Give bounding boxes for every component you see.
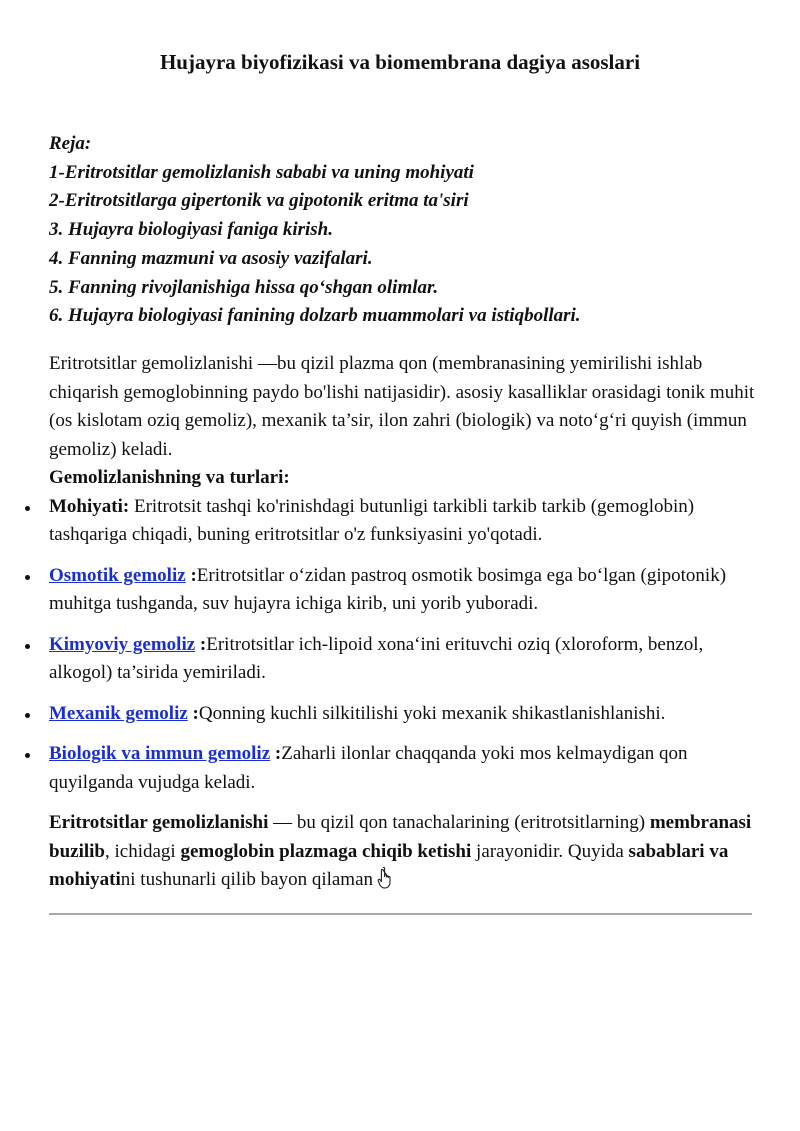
list-item <box>49 562 764 619</box>
summary-text: ni tushunarli qilib bayon qilaman <box>120 869 374 890</box>
summary-bold: gemoglobin plazmaga chiqib ketishi <box>180 840 472 862</box>
horizontal-divider <box>49 913 752 915</box>
summary-text: jarayonidir. Quyida <box>471 840 629 862</box>
chemical-hemolysis-link[interactable]: Kimyoviy gemoliz <box>49 633 196 655</box>
bullet-dot <box>25 644 30 649</box>
bullet-text: Qonning kuchli silkitilishi yoki mexanik shikastlanishlanishi. <box>198 702 666 724</box>
bullet-text: Eritrotsitlar ich-lipoid xona‘ini erituvchi oziq (xloroform, benzol, alkogol) ta’sirida yemiriladi. <box>49 633 704 683</box>
bullet-term: Mohiyati: <box>49 495 130 517</box>
bullet-dot <box>25 575 30 580</box>
bullet-dot <box>25 753 30 758</box>
summary-bold: membranasi buzilib <box>49 812 752 862</box>
hemolysis-types-list <box>49 493 764 798</box>
bullet-separator: : <box>195 633 207 655</box>
plan-section <box>49 130 769 331</box>
pointing-down-hand-icon <box>377 867 393 899</box>
biological-immune-hemolysis-link[interactable]: Biologik va immun gemoliz <box>49 743 271 764</box>
list-item <box>49 493 764 550</box>
bullet-text: Eritrotsit tashqi ko'rinishdagi butunligi tarkibli tarkib tarkib (gemoglobin) tashqariga chiqadi, buning eritrotsitlar o'z funksiyasini yo'qotadi. <box>49 495 695 545</box>
plan-heading: Reja: <box>49 133 92 154</box>
bullet-separator: : <box>270 743 282 764</box>
plan-item: 4. Fanning mazmuni va asosiy vazifalari. <box>49 247 373 269</box>
bullet-dot <box>25 713 30 718</box>
plan-item: 5. Fanning rivojlanishiga hissa qo‘shgan olimlar. <box>49 276 439 298</box>
list-item <box>49 631 764 688</box>
summary-text: — bu qizil qon tanachalarining (eritrotsitlarning) <box>268 812 650 833</box>
summary-text: , ichidagi <box>104 840 181 862</box>
bullet-separator: : <box>185 564 197 586</box>
plan-item: 2-Eritrotsitlarga gipertonik va gipotonik eritma ta'siri <box>49 190 469 212</box>
mechanical-hemolysis-link[interactable]: Mexanik gemoliz <box>49 702 188 724</box>
intro-paragraph: Eritrotsitlar gemolizlanishi —bu qizil plazma qon (membranasining yemirilishi ishlab chiqarish gemoglobinning paydo bo'lishi natijasidir). asosiy kasalliklar orasidagi tonik muhit (os kislotam oziq gemoliz), mexanik ta’sir, ilon zahri (biologik) va noto‘g‘ri quyish (immun gemoliz) keladi. <box>49 353 755 460</box>
list-item <box>49 700 764 729</box>
bullet-dot <box>25 506 30 511</box>
summary-bold: sabablari va mohiyati <box>49 840 729 890</box>
document-title: Hujayra biyofizikasi va biomembrana dagiya asoslari <box>159 50 641 74</box>
bullet-text: Zaharli ilonlar chaqqanda yoki mos kelmaydigan qon quyilganda vujudga keladi. <box>49 743 688 793</box>
osmotic-hemolysis-link[interactable]: Osmotik gemoliz <box>49 564 186 586</box>
bullet-separator: : <box>187 702 199 724</box>
plan-item: 6. Hujayra biologiyasi fanining dolzarb muammolari va istiqbollari. <box>49 305 581 327</box>
plan-item: 3. Hujayra biologiyasi faniga kirish. <box>49 219 333 241</box>
list-item <box>49 740 764 797</box>
plan-item: 1-Eritrotsitlar gemolizlanish sababi va uning mohiyati <box>49 161 474 183</box>
bullet-text: Eritrotsitlar o‘zidan pastroq osmotik bosimga ega bo‘lgan (gipotonik) muhitga tushganda, suv hujayra ichiga kirib, uni yorib yuboradi. <box>49 564 727 614</box>
summary-bold: Eritrotsitlar gemolizlanishi <box>49 812 269 833</box>
types-heading: Gemolizlanishning va turlari: <box>49 467 290 488</box>
document-body <box>49 350 764 899</box>
summary-paragraph <box>49 809 764 899</box>
